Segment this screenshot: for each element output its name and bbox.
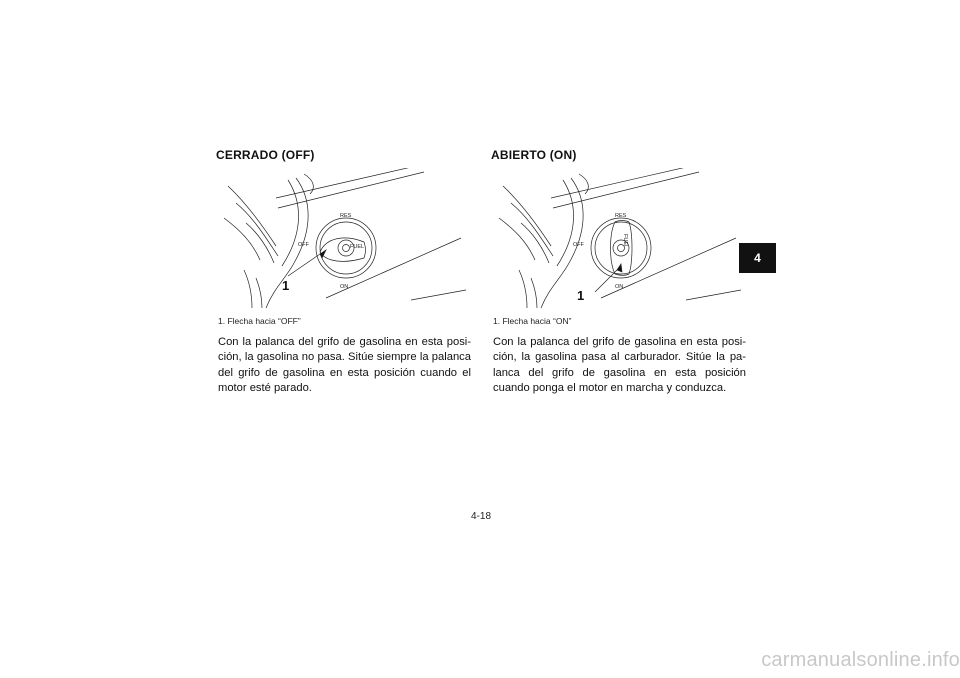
dial-label-fuel: FUEL (622, 234, 628, 249)
fuel-cock-on-illustration (491, 168, 749, 312)
fuel-cock-off-illustration (216, 168, 474, 312)
page-number: 4-18 (470, 511, 491, 522)
callout-number: 1 (577, 288, 585, 303)
dial-label-res: RES (615, 213, 627, 219)
section-heading: ABIERTO (ON) (491, 148, 577, 162)
dial-label-off: OFF (298, 242, 309, 248)
dial-label-res: RES (340, 213, 352, 219)
watermark: carmanualsonline.info (761, 649, 960, 671)
body-paragraph: Con la palanca del grifo de gasolina en esta posi-ción, la gasolina no pasa. Sitúe siempre la palanca del grifo de gasolina en esta posición cuando el motor esté parado. (218, 336, 471, 395)
figure-caption: 1. Flecha hacia “OFF” (218, 316, 301, 326)
section-heading: CERRADO (OFF) (216, 148, 315, 162)
chapter-tab: 4 (739, 243, 776, 273)
fuel-cock-off-drawing (216, 168, 474, 312)
callout-number: 1 (282, 278, 290, 293)
dial-label-fuel: FUEL (350, 244, 365, 250)
body-paragraph: Con la palanca del grifo de gasolina en esta posi-ción, la gasolina pasa al carburador. Sitúe la pa-lanca del grifo de gasolina en esta posición cuando ponga el motor en marcha y conduzca. (493, 336, 746, 395)
dial-label-on: ON (340, 284, 349, 290)
figure-caption: 1. Flecha hacia “ON” (493, 316, 572, 326)
dial-label-off: OFF (573, 242, 584, 248)
fuel-cock-on-drawing (491, 168, 749, 312)
dial-label-on: ON (615, 284, 624, 290)
